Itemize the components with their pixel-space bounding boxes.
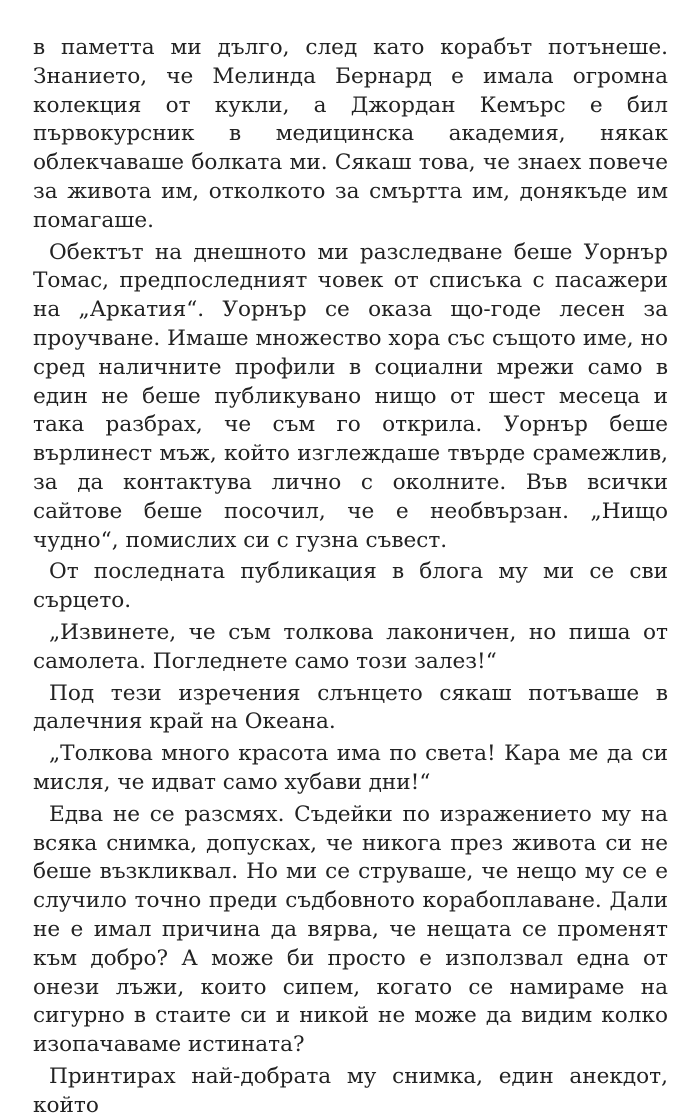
paragraph-6: „Толкова много красота има по света! Кара ме да си мисля, че идват само хубави дни!“	[33, 741, 668, 795]
paragraph-2: Обектът на днешното ми разследване беше Уорнър Томас, предпоследният човек от списъка с пасажери на „Аркатия“. Уорнър се оказа що-годе лесен за проучване. Имаше множество хора със същото име, но сред наличните профили в социални мрежи само в един не беше публикувано нищо от шест месеца и така разбрах, че съм го открила. Уорнър беше върлинест мъж, който изглеждаше твърде срамежлив, за да контактува лично с околните. Във всички сайтове беше посочил, че е необвързан. „Нищо чудно“, помислих си с гузна съвест.	[33, 239, 668, 553]
paragraph-1: в паметта ми дълго, след като корабът потънеше. Знанието, че Мелинда Бернард е имала огромна колекция от кукли, а Джордан Кемърс е бил първокурсник в медицинска академия, някак облекчаваше болката ми. Сякаш това, че знаех повече за живота им, отколкото за смъртта им, донякъде им помагаше.	[33, 35, 668, 233]
paragraph-5: Под тези изречения слънцето сякаш потъваше в далечния край на Океана.	[33, 680, 668, 735]
paragraph-4: „Извинете, че съм толкова лаконичен, но пиша от самолета. Погледнете само този залез!“	[33, 619, 668, 674]
paragraph-8: Принтирах най-добрата му снимка, един анекдот, който	[33, 1063, 668, 1118]
paragraph-7: Едва не се разсмях. Съдейки по изражението му на всяка снимка, допусках, че никога през живота си не беше възкликвал. Но ми се струваше, че нещо му се е случило точно преди съдбовното корабоплаване. Дали не е имал причина да вярва, че нещата се променят към добро? А може би просто е използвал една от онези лъжи, които сипем, когато се намираме на сигурно в стаите си и никой не може да видим колко изопачаваме истината?	[33, 801, 668, 1058]
paragraph-3: От последната публикация в блога му ми се сви сърцето.	[33, 559, 668, 614]
page-body-text	[33, 34, 668, 1120]
